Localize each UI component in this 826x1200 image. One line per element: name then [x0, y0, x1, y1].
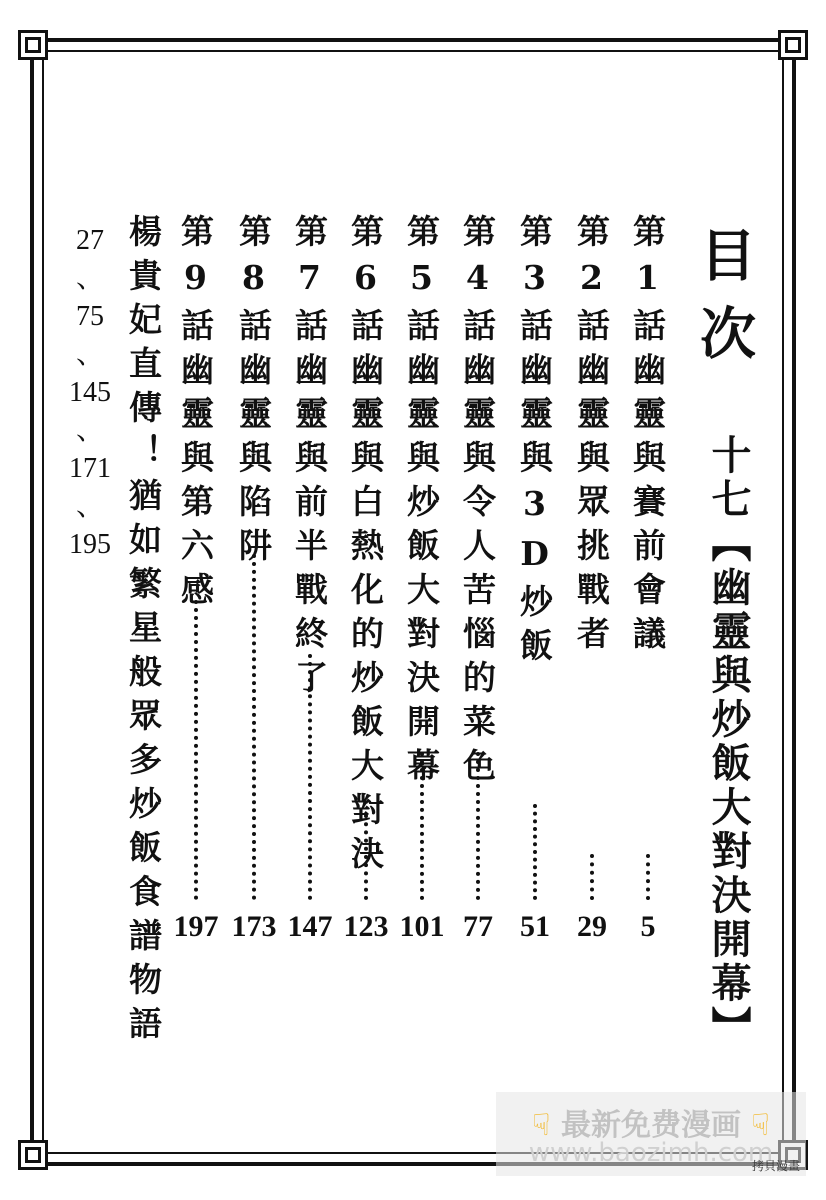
chapter-entry[interactable]	[454, 214, 502, 944]
chapter-entry[interactable]	[568, 214, 616, 944]
leader-dots	[646, 854, 650, 900]
chapter-name: 幽靈與白熱化的炒飯大對決	[346, 352, 385, 880]
chapter-entry[interactable]	[342, 214, 390, 944]
chapter-name: 幽靈與眾挑戰者	[572, 352, 611, 660]
chapter-name: 幽靈與前半戰終了	[290, 352, 329, 704]
chapter-name: 幽靈與令人苦惱的菜色	[458, 352, 497, 792]
chapter-page: 101	[399, 910, 445, 943]
chapter-number: 第5話	[402, 214, 441, 352]
corner-ornament-top-left	[18, 30, 48, 60]
extra-page-item: 145	[69, 377, 111, 408]
watermark-corner-label: 拷貝漫畫	[751, 1159, 800, 1173]
chapter-number: 第4話	[458, 214, 497, 352]
chapter-name: 幽靈與炒飯大對決開幕	[402, 352, 441, 792]
chapter-page: 197	[173, 910, 219, 943]
chapter-number: 第9話	[176, 214, 215, 352]
corner-ornament-top-right	[778, 30, 808, 60]
chapter-name: 幽靈與第六感	[176, 352, 215, 616]
extra-page-separator: 、	[75, 263, 104, 294]
leader-dots	[252, 554, 256, 900]
leader-dots	[476, 752, 480, 900]
chapter-page: 5	[640, 910, 656, 943]
chapter-number: 第3話	[515, 214, 554, 352]
chapter-page: 173	[231, 910, 277, 943]
leader-dots	[364, 814, 368, 900]
page-title: 目次	[691, 226, 757, 382]
chapter-entry[interactable]	[230, 214, 278, 944]
chapter-name: 幽靈與陷阱	[234, 352, 273, 572]
extra-page-separator: 、	[75, 339, 104, 370]
chapter-entry[interactable]	[286, 214, 334, 944]
extra-page-item: 27	[76, 225, 104, 256]
extra-page-item: 195	[69, 529, 111, 560]
chapter-number: 第7話	[290, 214, 329, 352]
leader-dots	[590, 854, 594, 900]
corner-ornament-bottom-left	[18, 1140, 48, 1170]
chapter-number: 第1話	[628, 214, 667, 352]
watermark-text: 最新免费漫画	[561, 1108, 741, 1143]
leader-dots	[308, 654, 312, 900]
extra-page-separator: 、	[75, 491, 104, 522]
chapter-name: 幽靈與3D炒飯	[515, 352, 554, 672]
extra-page-item: 171	[69, 453, 111, 484]
extra-feature-pages	[62, 222, 118, 564]
chapter-entry[interactable]	[624, 214, 672, 944]
chapter-page: 51	[520, 910, 550, 943]
extra-feature-title[interactable]: 楊貴妃直傳！猶如繁星般眾多炒飯食譜物語	[124, 214, 163, 1050]
pointing-hand-icon: ☟	[532, 1108, 551, 1143]
leader-dots	[533, 804, 537, 900]
chapter-number: 第8話	[234, 214, 273, 352]
chapter-number: 第2話	[572, 214, 611, 352]
volume-title: 十七【幽靈與炒飯大對決開幕】	[705, 434, 752, 1050]
chapter-number: 第6話	[346, 214, 385, 352]
chapter-page: 29	[577, 910, 607, 943]
chapter-page: 123	[343, 910, 389, 943]
chapter-entry[interactable]	[511, 214, 559, 944]
chapter-page: 147	[287, 910, 333, 943]
watermark-url[interactable]: www.baozimh.com	[528, 1138, 774, 1168]
extra-page-separator: 、	[75, 415, 104, 446]
leader-dots	[194, 600, 198, 900]
chapter-entry[interactable]	[172, 214, 220, 944]
chapter-name: 幽靈與賽前會議	[628, 352, 667, 660]
pointing-hand-icon: ☟	[751, 1108, 770, 1143]
chapter-entry[interactable]	[398, 214, 446, 944]
leader-dots	[420, 752, 424, 900]
chapter-page: 77	[463, 910, 493, 943]
watermark-overlay[interactable]	[496, 1092, 806, 1176]
extra-page-item: 75	[76, 301, 104, 332]
